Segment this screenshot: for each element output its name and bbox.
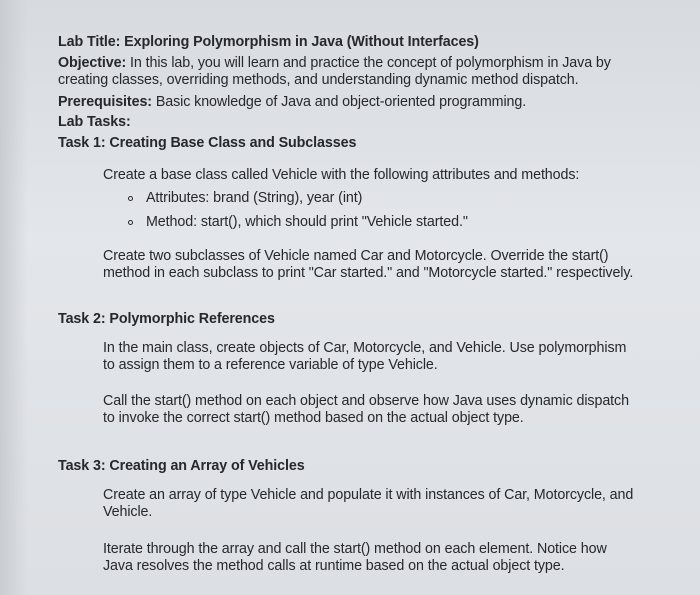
- bullet-icon: [128, 196, 133, 201]
- prerequisites-line: [58, 94, 526, 111]
- lab-tasks-heading: Lab Tasks:: [58, 114, 131, 130]
- task3-p1-line-1: Create an array of type Vehicle and populate it with instances of Car, Motorcycle, and: [103, 487, 634, 503]
- task3-heading: Task 3: Creating an Array of Vehicles: [58, 458, 305, 474]
- task1-bullet-method: [128, 214, 468, 231]
- objective-line-1: [58, 55, 611, 72]
- task2-p2-line-2: to invoke the correct start() method based on the actual object type.: [103, 410, 524, 426]
- task1-intro: Create a base class called Vehicle with the following attributes and methods:: [103, 167, 580, 183]
- bullet-text-method: Method: start(), which should print "Vehicle started.": [146, 214, 468, 230]
- task1-heading: Task 1: Creating Base Class and Subclasses: [58, 135, 357, 151]
- bullet-icon: [128, 220, 133, 225]
- task1-bullet-attributes: [128, 190, 362, 207]
- lab-title-line: [58, 34, 479, 51]
- task3-p2-line-1: Iterate through the array and call the start() method on each element. Notice how: [103, 541, 607, 557]
- lab-title-text: Exploring Polymorphism in Java (Without Interfaces): [124, 34, 479, 50]
- task3-p2-line-2: Java resolves the method calls at runtime based on the actual object type.: [103, 558, 565, 574]
- task1-para-line-2: method in each subclass to print "Car started." and "Motorcycle started." respectively.: [103, 265, 634, 281]
- lab-title-label: Lab Title:: [58, 34, 121, 50]
- task3-p1-line-2: Vehicle.: [103, 504, 153, 520]
- task2-p1-line-2: to assign them to a reference variable of type Vehicle.: [103, 357, 438, 373]
- task2-heading: Task 2: Polymorphic References: [58, 311, 275, 327]
- task2-p2-line-1: Call the start() method on each object and observe how Java uses dynamic dispatch: [103, 393, 629, 409]
- objective-label: Objective:: [58, 55, 127, 71]
- task2-p1-line-1: In the main class, create objects of Car, Motorcycle, and Vehicle. Use polymorphism: [103, 340, 627, 356]
- task1-para-line-1: Create two subclasses of Vehicle named Car and Motorcycle. Override the start(): [103, 248, 609, 264]
- bullet-text-attributes: Attributes: brand (String), year (int): [146, 190, 363, 206]
- objective-text-1: In this lab, you will learn and practice the concept of polymorphism in Java by: [130, 55, 611, 71]
- prerequisites-text: Basic knowledge of Java and object-oriented programming.: [155, 94, 527, 110]
- objective-line-2: creating classes, overriding methods, and understanding dynamic method dispatch.: [58, 72, 579, 88]
- prerequisites-label: Prerequisites:: [58, 94, 152, 110]
